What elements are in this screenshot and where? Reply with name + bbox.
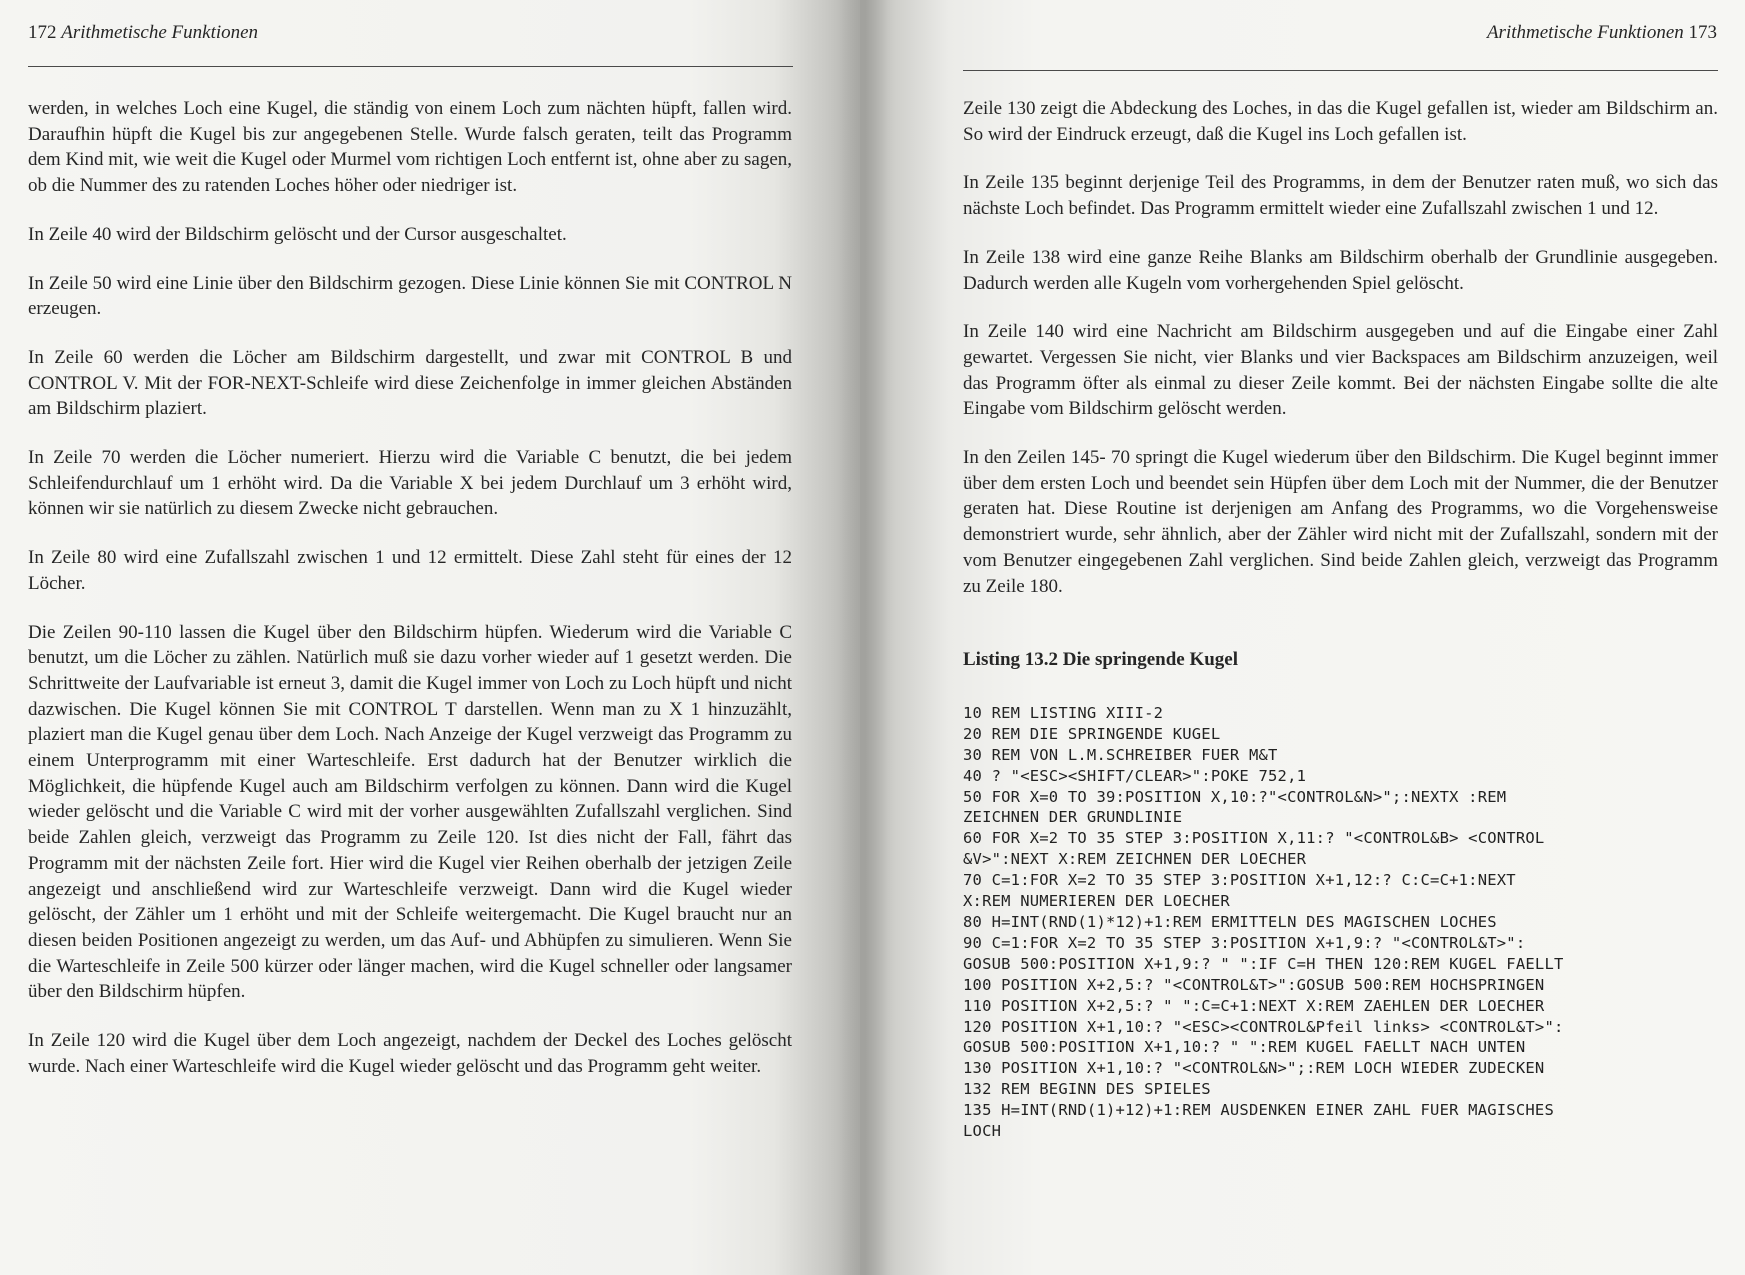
paragraph: In Zeile 120 wird die Kugel über dem Loch angezeigt, nachdem der Deckel des Loches gelöscht wurde. Nach einer Warteschleife wird die Kugel wieder gelöscht und das Programm geht weiter. <box>28 1030 792 1077</box>
paragraph: In Zeile 60 werden die Löcher am Bildschirm dargestellt, und zwar mit CONTROL B und CONTROL V. Mit der FOR-NEXT-Schleife wird diese Zeichenfolge in immer gleichen Abständen am Bildschirm plaziert. <box>28 346 792 420</box>
right-page-header <box>1487 22 1717 44</box>
paragraph: In Zeile 80 wird eine Zufallszahl zwischen 1 und 12 ermittelt. Diese Zahl steht für eines der 12 Löcher. <box>28 547 792 594</box>
paragraph: In Zeile 40 wird der Bildschirm gelöscht und der Cursor ausgeschaltet. <box>28 223 567 245</box>
listing-heading: Listing 13.2 Die springende Kugel <box>963 649 1238 671</box>
paragraph: In Zeile 50 wird eine Linie über den Bildschirm gezogen. Diese Linie können Sie mit CONTROL N erzeugen. <box>28 272 792 320</box>
listing-code: 10 REM LISTING XIII-2 20 REM DIE SPRINGENDE KUGEL 30 REM VON L.M.SCHREIBER FUER M&T 40 ? "<ESC><SHIFT/CLEAR>":POKE 752,1 50 FOR X=0 TO 39:POSITION X,10:?"<CONTROL&N>";:NEXTX :REM ZEICHNEN DER GRUNDLINIE 60 FOR X=2 TO 35 STEP 3:POSITION X,11:? "<CONTROL&B> <CONTROL &V>":NEXT X:REM ZEICHNEN DER LOECHER 70 C=1:FOR X=2 TO 35 STEP 3:POSITION X+1,12:? C:C=C+1:NEXT X:REM NUMERIEREN DER LOECHER 80 H=INT(RND(1)*12)+1:REM ERMITTELN DES MAGISCHEN LOCHES 90 C=1:FOR X=2 TO 35 STEP 3:POSITION X+1,9:? "<CONTROL&T>": GOSUB 500:POSITION X+1,9:? " ":IF C=H THEN 120:REM KUGEL FAELLT 100 POSITION X+2,5:? "<CONTROL&T>":GOSUB 500:REM HOCHSPRINGEN 110 POSITION X+2,5:? " ":C=C+1:NEXT X:REM ZAEHLEN DER LOECHER 120 POSITION X+1,10:? "<ESC><CONTROL&Pfeil links> <CONTROL&T>": GOSUB 500:POSITION X+1,10:? " ":REM KUGEL FAELLT NACH UNTEN 130 POSITION X+1,10:? "<CONTROL&N>";:REM LOCH WIEDER ZUDECKEN 132 REM BEGINN DES SPIELES 135 H=INT(RND(1)+12)+1:REM AUSDENKEN EINER ZAHL FUER MAGISCHES LOCH <box>963 703 1564 1141</box>
paragraph: In Zeile 140 wird eine Nachricht am Bildschirm ausgegeben und auf die Eingabe einer Zahl gewartet. Vergessen Sie nicht, vier Blanks und vier Backspaces am Bildschirm anzuzeigen, weil das Programm öfter als einmal zu dieser Zeile kommt. Bei der nächsten Eingabe sollte die alte Eingabe vom Bildschirm gelöscht werden. <box>963 321 1718 420</box>
paragraph: In Zeile 135 beginnt derjenige Teil des Programms, in dem der Benutzer raten muß, wo sich das nächste Loch befindet. Das Programm ermittelt wieder eine Zufallszahl zwischen 1 und 12. <box>963 172 1718 220</box>
right-page-number: 173 <box>1688 22 1717 43</box>
right-page-body <box>963 96 1718 1142</box>
left-page <box>0 0 860 1275</box>
left-page-body <box>28 96 792 1103</box>
right-header-title: Arithmetische Funktionen <box>1486 22 1684 43</box>
paragraph: In Zeile 138 wird eine ganze Reihe Blanks am Bildschirm oberhalb der Grundlinie ausgegeben. Dadurch werden alle Kugeln vom vorhergehenden Spiel gelöscht. <box>963 246 1718 294</box>
paragraph: Zeile 130 zeigt die Abdeckung des Loches, in das die Kugel gefallen ist, wieder am Bildschirm an. So wird der Eindruck erzeugt, daß die Kugel ins Loch gefallen ist. <box>963 98 1718 145</box>
right-header-rule <box>963 70 1718 71</box>
left-page-number: 172 <box>28 22 57 43</box>
left-header-title: Arithmetische Funktionen <box>61 22 259 43</box>
right-page <box>860 0 1745 1275</box>
left-page-header <box>28 22 258 44</box>
paragraph: In Zeile 70 werden die Löcher numeriert. Hierzu wird die Variable C benutzt, die bei jedem Schleifendurchlauf um 1 erhöht wird. Da die Variable X bei jedem Durchlauf um 3 erhöht wird, können wir sie natürlich zu diesem Zwecke nicht gebrauchen. <box>28 447 792 520</box>
book-gutter-shadow <box>838 0 888 1275</box>
left-header-rule <box>28 66 793 67</box>
paragraph: werden, in welches Loch eine Kugel, die ständig von einem Loch zum nächten hüpft, fallen wird. Daraufhin hüpft die Kugel bis zur angegebenen Stelle. Wurde falsch geraten, teilt das Programm dem Kind mit, wie weit die Kugel oder Murmel vom richtigen Loch entfernt ist, ohne aber zu sagen, ob die Nummer des zu ratenden Loches höher oder niedriger ist. <box>28 98 793 197</box>
paragraph: Die Zeilen 90-110 lassen die Kugel über den Bildschirm hüpfen. Wiederum wird die Variable C benutzt, um die Löcher zu zählen. Natürlich muß sie dazu vorher wieder auf 1 gesetzt werden. Die Schrittweite der Laufvariable ist erneut 3, damit die Kugel immer von Loch zu Loch hüpft und nicht dazwischen. Die Kugel können Sie mit CONTROL T darstellen. Wenn man zu X 1 hinzuzählt, plaziert man die Kugel genau über dem Loch. Nach Anzeige der Kugel verzweigt das Programm zu einem Unterprogramm mit einer Warteschleife. Erst dadurch hat der Benutzer wirklich die Möglichkeit, die hüpfende Kugel auch am Bildschirm verfolgen zu können. Dann wird die Kugel wieder gelöscht und die Variable C wird mit der vorher ausgewählten Zufallszahl verglichen. Sind beide Zahlen gleich, verzweigt das Programm zu Zeile 120. Ist dies nicht der Fall, fährt das Programm mit der nächsten Zeile fort. Hier wird die Kugel vier Reihen oberhalb der jetzigen Zeile angezeigt und anschließend wird zur Warteschleife verzweigt. Dann wird die Kugel wieder gelöscht, der Zähler um 1 erhöht und mit der Schleife weitergemacht. Die Kugel braucht nur an diesen beiden Positionen angezeigt zu werden, um das Auf- und Abhüpfen zu simulieren. Wenn Sie die Warteschleife in Zeile 500 kürzer oder länger machen, wird die Kugel schneller oder langsamer über den Bildschirm hüpfen. <box>28 621 792 1003</box>
paragraph: In den Zeilen 145- 70 springt die Kugel wiederum über den Bildschirm. Die Kugel beginnt immer über dem ersten Loch und beendet sein Hüpfen über dem Loch mit der Nummer, die der Benutzer geraten hat. Diese Routine ist derjenigen am Anfang des Programms, wo die Vorgehensweise demonstriert wurde, sehr ähnlich, aber der Zähler wird nicht mit der Zufallszahl, sondern mit der vom Benutzer eingegebenen Zahl verglichen. Sind beide Zahlen gleich, verzweigt das Programm zu Zeile 180. <box>963 447 1718 597</box>
